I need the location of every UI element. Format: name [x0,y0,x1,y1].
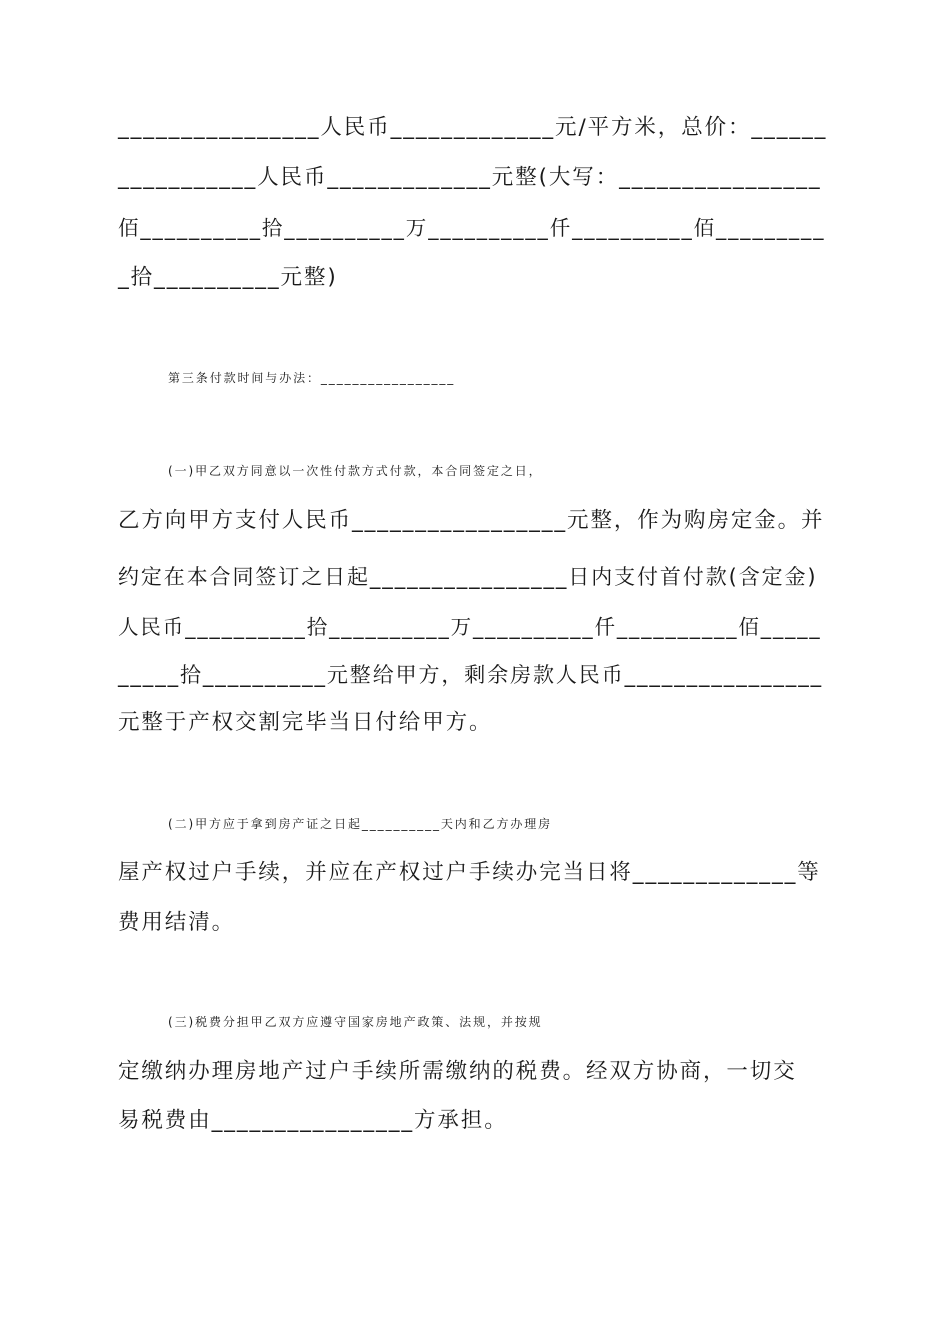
clause-2-line-1: (二)甲方应于拿到房产证之日起__________天内和乙方办理房 [168,817,553,831]
clause-3-line-3: 易税费由________________方承担。 [118,1108,508,1133]
clause-1-line-3: 约定在本合同签订之日起________________日内支付首付款(含定金) [118,565,818,589]
text-line-total-price: ________________人民币_____________元/平方米，总价：______ [118,115,828,140]
text-line-amount-end: _拾__________元整) [118,265,338,290]
text-line-uppercase-amount: ___________人民币_____________元整(大写：________________ [118,165,822,190]
clause-1-line-2: 乙方向甲方支付人民币_________________元整，作为购房定金。并 [118,508,825,533]
clause-1-line-4: 人民币__________拾__________万__________仟__________佰_____ [118,615,822,639]
clause-2-line-2: 屋产权过户手续，并应在产权过户手续办完当日将_____________等 [118,860,821,885]
clause-2-line-3: 费用结清。 [118,910,236,935]
clause-1-line-6: 元整于产权交割完毕当日付给甲方。 [118,710,493,735]
clause-3-line-2: 定缴纳办理房地产过户手续所需缴纳的税费。经双方协商，一切交 [118,1059,797,1084]
clause-1-line-5: _____拾__________元整给甲方，剩余房款人民币________________ [118,663,823,687]
text-line-amount-units: 佰__________拾__________万__________仟__________佰_________ [118,216,826,240]
clause-1-line-1: (一)甲乙双方同意以一次性付款方式付款，本合同签定之日， [168,464,543,478]
clause-3-line-1: (三)税费分担甲乙双方应遵守国家房地产政策、法规，并按规 [168,1015,543,1029]
article-3-heading: 第三条付款时间与办法：_________________ [168,371,456,385]
